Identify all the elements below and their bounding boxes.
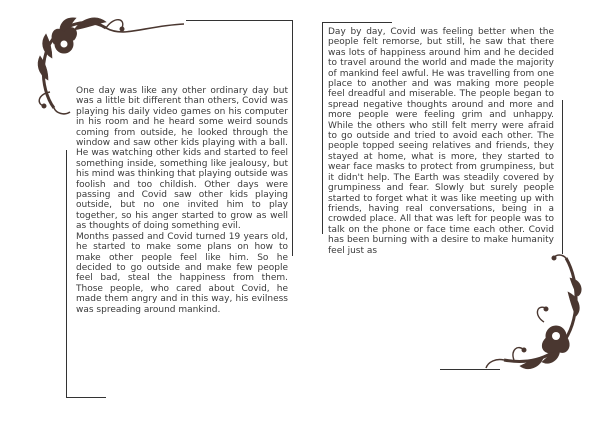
- bottom-rule: [66, 397, 106, 398]
- left-rule: [322, 22, 323, 234]
- right-rule: [562, 100, 563, 254]
- left-rule: [66, 150, 67, 398]
- corner-flourish-bottom-right: [484, 252, 584, 374]
- paragraph: Day by day, Covid was feeling better when the people felt remorse, but still, he saw that there was lots of happiness around him and he decided to travel around the world and made the majority of mankind feel awful. He was travelling from one place to another and was making more people feel dreadful and miserable. The people began to spread negative thoughts around and more and more people were feeling grim and unhappy. While the others who still felt merry were afraid to go outside and tried to avoid each other. The people topped seeing relatives and friends, they stayed at home, what is more, they started to wear face masks to protect from grumpiness, but it didn't help. The Earth was steadily covered by grumpiness and fear. Slowly but surely people started to forget what it was like meeting up with friends, having real conversations, being in a crowded place. All that was left for people was to talk on the phone or face time each other. Covid has been burning with a desire to make humanity feel just as: [328, 27, 554, 256]
- top-rule: [186, 20, 292, 21]
- right-body-text: [328, 27, 554, 256]
- right-rule: [292, 20, 293, 256]
- left-page: [10, 0, 300, 424]
- right-page: [300, 0, 590, 424]
- paragraph: One day was like any other ordinary day but was a little bit different than others, Covid was playing his daily video games on his computer in his room and he heard some weird sounds coming from outside, he looked through the window and saw other kids playing with a ball. He was watching other kids and started to feel something inside, something like jealousy, but his mind was thinking that playing outside was foolish and too childish. Other days were passing and Covid saw other kids playing outside, but no one invited him to play together, so his anger started to grow as well as thoughts of doing something evil.: [76, 86, 288, 232]
- paragraph: Months passed and Covid turned 19 years old, he started to make some plans on how to make other people feel like him. So he decided to go outside and make few people feel bad, steal the happiness from them. Those people, who cared about Covid, he made them angry and in this way, his evilness was spreading around mankind.: [76, 231, 288, 315]
- top-rule: [322, 22, 392, 23]
- left-body-text: [76, 86, 288, 315]
